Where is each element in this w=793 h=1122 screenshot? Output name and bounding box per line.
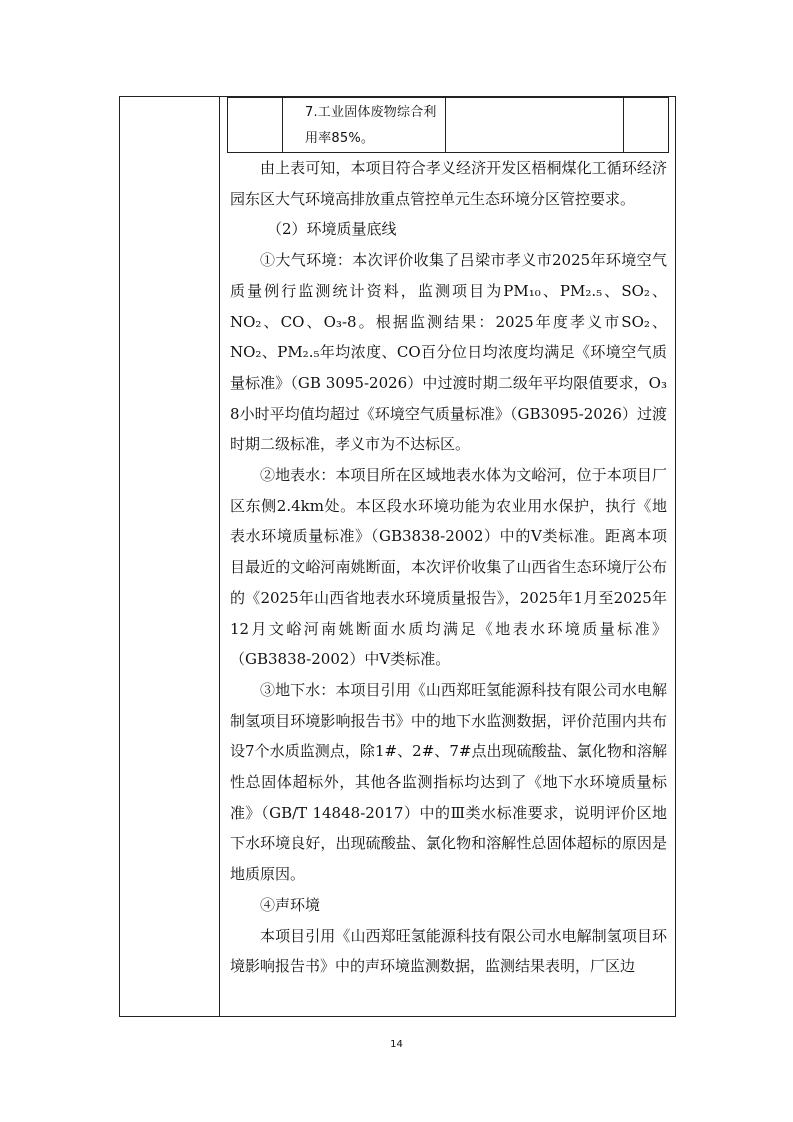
paragraph-surface-water: ②地表水：本项目所在区域地表水体为文峪河，位于本项目厂区东侧2.4km处。本区段水环境功能为农业用水保护，执行《地表水环境质量标准》（GB3838-2002）中的Ⅴ类标准。距离本项目最近的文峪河南姚断面，本次评价收集了山西省生态环境厅公布的《2025年山西省地表水环境质量报告》，2025年1月至2025年12月文峪河南姚断面水质均满足《地表水环境质量标准》（GB3838-2002）中Ⅴ类标准。 [230,466,667,669]
outer-table [119,96,676,1017]
table-cell-item: 7.工业固体废物综合利用率85%。 [283,98,446,153]
paragraph-groundwater: ③地下水：本项目引用《山西郑旺氢能源科技有限公司水电解制氢项目环境影响报告书》中的地下水监测数据，评价范围内共布设7个水质监测点，除1#、2#、7#点出现硫酸盐、氯化物和溶解性总固体超标外，其他各监测指标均达到了《地下水环境质量标准》（GB/T 14848-2017）中的Ⅲ类水标准要求，说明评价区地下水环境良好，出现硫酸盐、氯化物和溶解性总固体超标的原因是地质原因。 [230,680,667,884]
paragraph-air: ①大气环境：本次评价收集了吕梁市孝义市2025年环境空气质量例行监测统计资料，监测项目为PM₁₀、PM₂.₅、SO₂、NO₂、CO、O₃-8。根据监测结果：2025年度孝义市SO₂、NO₂、PM₂.₅年均浓度、CO百分位日均浓度均满足《环境空气质量标准》（GB 3095-2026）中过渡时期二级年平均限值要求，O₃ 8小时平均值均超过《环境空气质量标准》（GB3095-2026）过渡时期二级标准，孝义市为不达标区。 [230,251,667,454]
paragraph-noise: 本项目引用《山西郑旺氢能源科技有限公司水电解制氢项目环境影响报告书》中的声环境监测数据，监测结果表明，厂区边 [230,926,667,976]
table-cell-empty [446,98,624,153]
table-cell-empty [228,98,283,153]
table-row [228,98,669,153]
inner-table [227,97,669,153]
section-heading: （2）环境质量底线 [267,220,397,239]
table-cell-empty [624,98,669,153]
page-number: 14 [390,1039,403,1050]
paragraph-conclusion: 由上表可知，本项目符合孝义经济开发区梧桐煤化工循环经济园东区大气环境高排放重点管控单元生态环境分区管控要求。 [230,159,667,208]
subheading-noise: ④声环境 [260,895,321,914]
content-cell [220,97,675,1016]
body-text [230,153,667,982]
